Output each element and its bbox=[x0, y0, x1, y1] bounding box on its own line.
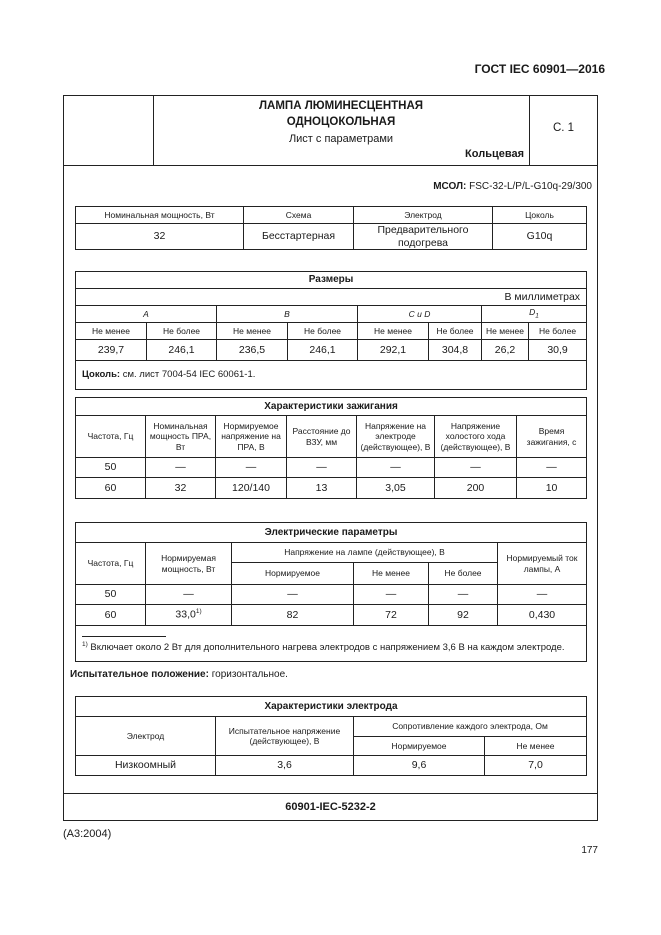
electrode-header-test-voltage: Испытательное напряжение (действующее), В bbox=[216, 717, 354, 756]
ignition-table bbox=[75, 397, 587, 499]
title-line-1: ЛАМПА ЛЮМИНЕСЦЕНТНАЯ bbox=[258, 100, 424, 112]
title-line-2: ОДНОЦОКОЛЬНАЯ bbox=[286, 116, 396, 128]
mcol-label: МСОЛ: bbox=[433, 181, 467, 192]
electrode-table bbox=[75, 696, 587, 776]
ignition-cell: — bbox=[287, 458, 357, 478]
basic-header-cap: Цоколь bbox=[493, 207, 587, 224]
electrical-cell: — bbox=[429, 585, 498, 605]
electrical-title: Электрические параметры bbox=[76, 523, 587, 543]
electrical-cell: — bbox=[354, 585, 429, 605]
dim-d1-min-label: Не менее bbox=[482, 323, 529, 340]
ignition-cell: 60 bbox=[76, 478, 146, 499]
footnote-mark: 1) bbox=[82, 641, 88, 648]
electrode-title: Характеристики электрода bbox=[76, 697, 587, 717]
electrical-power-cell bbox=[146, 605, 232, 626]
ignition-cell: 3,05 bbox=[357, 478, 435, 499]
dimensions-unit: В миллиметрах bbox=[76, 289, 587, 306]
ignition-header-ballast-voltage: Нормируемое напряжение на ПРА, В bbox=[216, 416, 287, 458]
electrical-cell: 60 bbox=[76, 605, 146, 626]
electrode-test-voltage: 3,6 bbox=[216, 756, 354, 776]
dim-d1-max: 30,9 bbox=[529, 340, 587, 361]
test-position-label: Испытательное положение: bbox=[70, 669, 209, 680]
electrical-header-freq: Частота, Гц bbox=[76, 543, 146, 585]
electrical-header-v-nom: Нормируемое bbox=[232, 563, 354, 585]
ignition-cell: 13 bbox=[287, 478, 357, 499]
basic-value-circuit: Бесстартерная bbox=[244, 224, 354, 250]
electrode-header-r-nom: Нормируемое bbox=[354, 737, 485, 756]
electrical-power-value: 33,0 bbox=[175, 608, 196, 621]
footnote-rule bbox=[82, 636, 166, 637]
electrode-header-r-min: Не менее bbox=[485, 737, 587, 756]
electrical-cell: — bbox=[498, 585, 587, 605]
dim-cd-max: 304,8 bbox=[429, 340, 482, 361]
basic-value-cap: G10q bbox=[493, 224, 587, 250]
ignition-cell: — bbox=[357, 458, 435, 478]
lamp-type: Кольцевая bbox=[465, 148, 524, 160]
ignition-header-ocv: Напряжение холостого хода (действующее), В bbox=[435, 416, 517, 458]
cap-label: Цоколь: bbox=[82, 369, 121, 381]
electrical-cell: 50 bbox=[76, 585, 146, 605]
electrical-cell: 72 bbox=[354, 605, 429, 626]
header-separator bbox=[63, 165, 598, 166]
dim-group-d1-sub: 1 bbox=[535, 312, 539, 320]
electrode-r-min: 7,0 bbox=[485, 756, 587, 776]
dim-a-min: 239,7 bbox=[76, 340, 147, 361]
ignition-header-ballast-power: Номинальная мощность ПРА, Вт bbox=[146, 416, 216, 458]
basic-value-electrode: Предварительного подогрева bbox=[354, 224, 493, 250]
dim-cd-min-label: Не менее bbox=[358, 323, 429, 340]
electrical-cell: — bbox=[146, 585, 232, 605]
dim-group-d1-letter: D bbox=[529, 307, 536, 318]
dim-group-a: A bbox=[76, 306, 217, 323]
electrode-header-resistance: Сопротивление каждого электрода, Ом bbox=[354, 717, 587, 737]
ignition-cell: 32 bbox=[146, 478, 216, 499]
dim-group-b: B bbox=[217, 306, 358, 323]
electrical-cell: 92 bbox=[429, 605, 498, 626]
basic-header-power: Номинальная мощность, Вт bbox=[76, 207, 244, 224]
ignition-cell: — bbox=[517, 458, 587, 478]
ignition-cell: 10 bbox=[517, 478, 587, 499]
sheet-subtitle: Лист с параметрами bbox=[288, 133, 394, 145]
electrical-cell: 82 bbox=[232, 605, 354, 626]
electrical-header-power: Нормируемая мощность, Вт bbox=[146, 543, 232, 585]
electrical-header-current: Нормируемый ток лампы, А bbox=[498, 543, 587, 585]
dim-cd-max-label: Не более bbox=[429, 323, 482, 340]
dim-a-min-label: Не менее bbox=[76, 323, 147, 340]
electrical-table bbox=[75, 522, 587, 662]
electrical-footnote bbox=[76, 626, 587, 662]
ignition-header-electrode-voltage: Напряжение на электроде (действующее), В bbox=[357, 416, 435, 458]
basic-value-power: 32 bbox=[76, 224, 244, 250]
basic-header-electrode: Электрод bbox=[354, 207, 493, 224]
ignition-header-time: Время зажигания, с bbox=[517, 416, 587, 458]
standard-number: ГОСТ IEC 60901—2016 bbox=[474, 62, 605, 76]
dim-d1-max-label: Не более bbox=[529, 323, 587, 340]
dim-b-min: 236,5 bbox=[217, 340, 288, 361]
footnote-text: Включает около 2 Вт для дополнительного нагрева электродов с напряжением 3,6 В на каждом электроде. bbox=[90, 642, 565, 654]
ignition-cell: 50 bbox=[76, 458, 146, 478]
electrical-cell: 0,430 bbox=[498, 605, 587, 626]
dim-group-cd: C и D bbox=[358, 306, 482, 323]
mcol-value: FSC-32-L/P/L-G10q-29/300 bbox=[469, 181, 592, 192]
electrode-r-nom: 9,6 bbox=[354, 756, 485, 776]
sheet-code: 60901-IEC-5232-2 bbox=[285, 801, 376, 813]
dim-cd-min: 292,1 bbox=[358, 340, 429, 361]
footer-separator bbox=[63, 793, 598, 794]
ignition-cell: — bbox=[435, 458, 517, 478]
dimensions-title: Размеры bbox=[76, 272, 587, 289]
ignition-header-distance: Расстояние до ВЗУ, мм bbox=[287, 416, 357, 458]
dim-group-d1 bbox=[482, 306, 587, 323]
cap-reference bbox=[76, 361, 587, 390]
dim-b-max: 246,1 bbox=[288, 340, 358, 361]
ignition-cell: — bbox=[216, 458, 287, 478]
ignition-header-freq: Частота, Гц bbox=[76, 416, 146, 458]
ignition-cell: — bbox=[146, 458, 216, 478]
dim-b-min-label: Не менее bbox=[217, 323, 288, 340]
electrical-cell: — bbox=[232, 585, 354, 605]
cap-text: см. лист 7004-54 IEC 60061-1. bbox=[122, 369, 256, 381]
page-ref: С. 1 bbox=[552, 122, 575, 134]
dim-d1-min: 26,2 bbox=[482, 340, 529, 361]
test-position bbox=[70, 669, 288, 680]
electrical-header-v-max: Не более bbox=[429, 563, 498, 585]
dim-b-max-label: Не более bbox=[288, 323, 358, 340]
ignition-cell: 200 bbox=[435, 478, 517, 499]
electrical-header-voltage: Напряжение на лампе (действующее), В bbox=[232, 543, 498, 563]
mcol-designation bbox=[380, 181, 592, 192]
test-position-value: горизонтальное. bbox=[211, 669, 288, 680]
basic-header-circuit: Схема bbox=[244, 207, 354, 224]
dim-a-max-label: Не более bbox=[147, 323, 217, 340]
basic-params-table bbox=[75, 206, 587, 250]
ignition-title: Характеристики зажигания bbox=[76, 398, 587, 416]
electrode-type: Низкоомный bbox=[76, 756, 216, 776]
electrode-header-type: Электрод bbox=[76, 717, 216, 756]
electrical-header-v-min: Не менее bbox=[354, 563, 429, 585]
dim-a-max: 246,1 bbox=[147, 340, 217, 361]
ignition-cell: 120/140 bbox=[216, 478, 287, 499]
amendment: (А3:2004) bbox=[63, 828, 112, 840]
page-number: 177 bbox=[581, 845, 598, 856]
footnote-ref: 1) bbox=[195, 608, 202, 616]
dimensions-table bbox=[75, 271, 587, 390]
